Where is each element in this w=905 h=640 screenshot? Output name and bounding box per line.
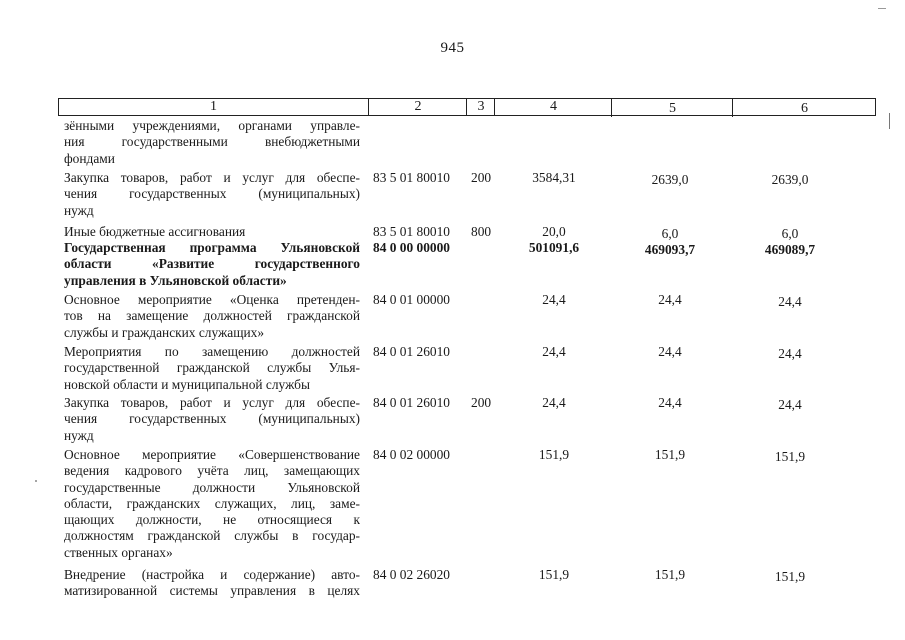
row-name-line: чения государственных (муниципальных) [64, 186, 360, 202]
row-value-col4: 20,0 [542, 224, 566, 239]
row-name-line: чения государственных (муниципальных) [64, 411, 360, 427]
row-value-col4: 24,4 [542, 395, 566, 410]
header-col-3: 3 [466, 99, 495, 115]
row-name-line: управления в Ульяновской области» [64, 272, 287, 288]
row-name-line: государственной гражданской службы Улья- [64, 360, 360, 376]
row-code: 83 5 01 80010 [373, 170, 450, 185]
row-value-col6: 6,0 [781, 226, 799, 241]
row-name-line: ведения кадрового учёта лиц, замещающих [64, 463, 360, 479]
row-name [64, 344, 360, 393]
header-col-5: 5 [611, 99, 733, 117]
row-code: 84 0 01 26010 [373, 344, 450, 359]
row-value-col4: 151,9 [538, 447, 570, 462]
row-value-col6: 151,9 [774, 449, 806, 464]
row-name [64, 292, 360, 341]
row-name-line: щающих должности, не относящиеся к [64, 512, 360, 528]
row-name [64, 240, 360, 289]
row-name-line: Закупка товаров, работ и услуг для обеспе- [64, 170, 360, 185]
row-value-col4: 501091,6 [528, 240, 580, 255]
row-value-col6: 24,4 [778, 346, 802, 361]
row-name-line: Закупка товаров, работ и услуг для обеспе- [64, 395, 360, 410]
row-name-line: зёнными учреждениями, органами управле- [64, 118, 360, 133]
row-name-line: ственных органах» [64, 544, 173, 560]
row-name [64, 170, 360, 219]
row-name-line: Основное мероприятие «Совершенствование [64, 447, 360, 462]
row-name-line: Мероприятия по замещению должностей [64, 344, 360, 359]
row-value-col4: 24,4 [542, 344, 566, 359]
row-value-col6: 2639,0 [771, 172, 809, 187]
row-name [64, 224, 360, 240]
row-name [64, 567, 360, 600]
row-value-col5: 151,9 [654, 567, 686, 582]
row-expense-type: 200 [471, 395, 492, 410]
row-name-line: тов на замещение должностей гражданской [64, 308, 360, 324]
row-name-line: Внедрение (настройка и содержание) авто- [64, 567, 360, 582]
header-col-2: 2 [368, 99, 467, 115]
row-expense-type: 800 [471, 224, 492, 239]
row-code: 83 5 01 80010 [373, 224, 450, 239]
row-code: 84 0 02 26020 [373, 567, 450, 582]
row-value-col4: 151,9 [538, 567, 570, 582]
row-name-line: области, гражданских служащих, лиц, заме- [64, 495, 360, 511]
row-value-col5: 24,4 [658, 395, 682, 410]
page-number: 945 [440, 40, 465, 56]
table-header-row [58, 98, 876, 116]
scan-dot-mark [35, 480, 37, 482]
row-code: 84 0 01 00000 [373, 292, 450, 307]
row-name-line: Основное мероприятие «Оценка претенден- [64, 292, 360, 307]
row-code: 84 0 01 26010 [373, 395, 450, 410]
row-code: 84 0 00 00000 [373, 240, 450, 255]
row-name-line: ния государственными внебюджетными [64, 134, 360, 150]
row-name-line: новской области и муниципальной службы [64, 376, 310, 392]
header-col-4: 4 [494, 99, 612, 115]
row-value-col6: 469089,7 [764, 242, 816, 257]
row-name-line: Государственная программа Ульяновской [64, 240, 360, 255]
header-col-6: 6 [732, 99, 876, 117]
row-name [64, 447, 360, 561]
row-value-col4: 24,4 [542, 292, 566, 307]
row-expense-type: 200 [471, 170, 492, 185]
row-name-line: Иные бюджетные ассигнования [64, 224, 246, 239]
row-name-line: матизированной системы управления в целях [64, 583, 360, 599]
row-value-col6: 24,4 [778, 397, 802, 412]
row-name-line: службы и гражданских служащих» [64, 324, 265, 340]
row-value-col4: 3584,31 [532, 170, 576, 185]
row-name-line: фондами [64, 150, 115, 166]
row-code: 84 0 02 00000 [373, 447, 450, 462]
row-value-col5: 151,9 [654, 447, 686, 462]
row-value-col6: 24,4 [778, 294, 802, 309]
row-value-col5: 6,0 [661, 226, 679, 241]
row-name-line: области «Развитие государственного [64, 256, 360, 272]
scan-edge-mark [889, 113, 890, 129]
row-name-line: государственные должности Ульяновской [64, 479, 360, 495]
row-name [64, 395, 360, 444]
row-value-col5: 24,4 [658, 292, 682, 307]
row-value-col5: 469093,7 [644, 242, 696, 257]
row-name-line: должностям гражданской службы в государ- [64, 528, 360, 544]
row-name-line: нужд [64, 427, 94, 443]
row-name-line: нужд [64, 202, 94, 218]
row-value-col5: 2639,0 [651, 172, 689, 187]
row-value-col6: 151,9 [774, 569, 806, 584]
scan-corner-mark [878, 8, 886, 9]
header-col-1: 1 [210, 99, 217, 114]
row-name [64, 118, 360, 167]
row-value-col5: 24,4 [658, 344, 682, 359]
